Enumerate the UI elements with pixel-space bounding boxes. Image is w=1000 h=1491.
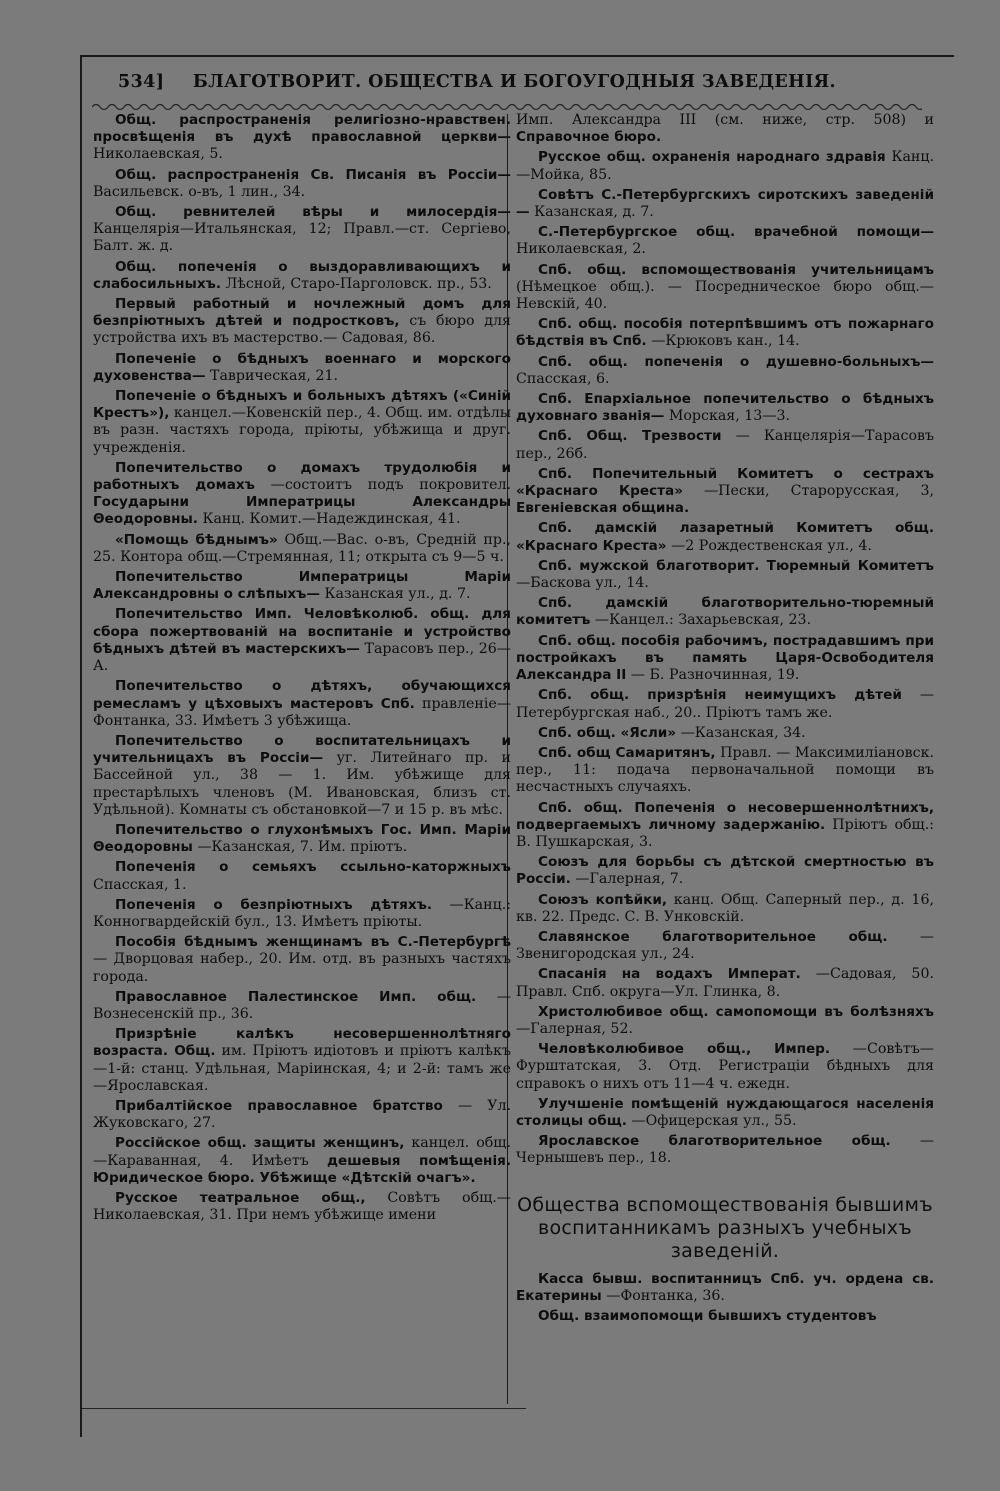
organization-name: Общ. распространенія Св. Писанія въ Россіи—	[115, 166, 511, 183]
section-entries	[516, 1271, 934, 1326]
organization-name: Спб. Епархіальное попечительство о бѣдныхъ духовнаго званія—	[516, 391, 934, 425]
entry-address: Имп. Александра III (см. ниже, стр. 508) и	[516, 112, 934, 128]
directory-entry	[93, 1190, 511, 1224]
organization-name: Общ. ревнителей вѣры и милосердія—	[115, 204, 511, 221]
entry-bold-text: дешевыя помѣщенія. Юридическое бюро. Убѣжище «Дѣтскій очагъ».	[93, 1152, 511, 1186]
entry-bold-text: Государыни Императрицы Александры Θеодоровны.	[93, 494, 511, 528]
directory-entry	[93, 1135, 511, 1187]
directory-entry	[516, 520, 934, 554]
entry-address: —Крюковъ кан., 14.	[651, 333, 800, 350]
organization-name: Христолюбивое общ. самопомощи въ болѣзняхъ	[538, 1003, 934, 1020]
organization-name: Спб. общ. вспомоществованія учительницамъ	[538, 261, 934, 278]
entry-address: —Баскова ул., 14.	[516, 575, 649, 592]
entry-address: —Совѣтъ—Фурштатская, 3. Отд. Регистраціи бѣдныхъ для справокъ о нихъ отъ 11—4 ч. ежедн.	[516, 1041, 934, 1092]
entry-bold-text: Справочное бюро.	[516, 129, 662, 146]
directory-entry	[516, 1308, 934, 1325]
organization-name: Спб. общ. попеченія о душевно-больныхъ—	[538, 353, 934, 370]
directory-entry	[93, 569, 511, 603]
directory-entry	[93, 460, 511, 529]
entry-address: Казанская ул., д. 7.	[324, 586, 471, 603]
organization-name: Общ. попеченія о выздоравливающихъ и слабосильныхъ.	[93, 258, 511, 292]
directory-entry	[516, 187, 934, 221]
entry-address: —Чернышевъ пер., 18.	[516, 1133, 934, 1167]
organization-name: Союзъ копѣйки,	[538, 891, 668, 908]
directory-entry	[516, 1096, 934, 1130]
directory-entry	[516, 595, 934, 629]
organization-name: Попеченія о безпріютныхъ дѣтяхъ.	[115, 896, 433, 913]
directory-entry	[516, 892, 934, 926]
directory-entry	[516, 633, 934, 685]
directory-entry	[93, 606, 511, 675]
organization-name: Спб. общ. пособія рабочимъ, пострадавшимъ при постройкахъ въ память Царя-Освободителя Александра II	[516, 632, 934, 684]
entry-address: уг. Литейнаго пр. и Бассейной ул., 38 — 1. Им. убѣжище для престарѣлыхъ членовъ (М. Ивановская, близъ ст. Удѣльной). Комнаты съ обстановкой—7 и 15 р. въ мѣс.	[93, 750, 511, 818]
organization-name: Касса бывш. воспитанницъ Спб. уч. ордена св. Екатерины	[516, 1270, 934, 1304]
entry-address: Спасская, 1.	[93, 876, 187, 893]
entry-address: им. Пріютъ идіотовъ и пріютъ калѣкъ—1-й: станц. Удѣльная, Маріинская, 4; и 2-й: тамъ же—Ярославская.	[93, 1043, 511, 1094]
directory-entry	[516, 112, 934, 146]
organization-name: Спб. Попечительный Комитетъ о сестрахъ «Краснаго Креста»	[516, 465, 934, 500]
organization-name: Попеченіе о бѣдныхъ военнаго и морского духовенства—	[93, 350, 511, 384]
entry-address: Николаевская, 5.	[93, 146, 223, 163]
entry-address: — Петербургская наб., 20.. Пріютъ тамъ же.	[516, 687, 934, 721]
directory-entry	[516, 428, 934, 462]
organization-name: Спб. общ Самаритянъ,	[538, 744, 716, 761]
entry-address: Канц.—Мойка, 85.	[516, 149, 934, 183]
entry-address: Васильевск. о-въ, 1 лин., 34.	[93, 183, 306, 200]
organization-name: Спб. Общ. Трезвости	[538, 428, 722, 445]
entry-address: Правл. — Максимиліановск. пер., 11: подача первоначальной помощи въ несчастныхъ случаяхъ.	[516, 744, 934, 796]
directory-entry	[93, 532, 511, 566]
organization-name: Спб. общ. пособія потерпѣвшимъ отъ пожарнаго бѣдствія въ Спб.	[516, 316, 934, 350]
directory-entry	[516, 687, 934, 721]
page-title: БЛАГОТВОРИТ. ОБЩЕСТВА И БОГОУГОДНЫЯ ЗАВЕДЕНІЯ.	[192, 72, 837, 92]
entry-address: —Фонтанка, 36.	[606, 1287, 725, 1304]
entry-address: канцел.—Ковенскій пер., 4. Общ. им. отдѣлы въ разн. частяхъ города, пріюты, убѣжища и друг. учрежденія.	[93, 405, 511, 456]
entry-address: —Канц.: Конногвардейскій бул., 13. Имѣетъ пріюты.	[93, 896, 511, 930]
organization-name: Улучшеніе помѣщеній нуждающагося населенія столицы общ.	[516, 1095, 934, 1129]
entry-address: канц. Общ. Саперный пер., д. 16, кв. 22. Предс. С. В. Унковскій.	[516, 891, 934, 925]
organization-name: Попечительство о дѣтяхъ, обучающихся ремесламъ у цѣховыхъ мастеровъ Спб.	[93, 678, 511, 712]
organization-name: Прибалтійское православное братство	[115, 1097, 443, 1114]
directory-entry	[93, 259, 511, 293]
directory-entry	[516, 966, 934, 1000]
directory-entry	[516, 466, 934, 518]
entry-address: Спасская, 6.	[516, 370, 610, 387]
entry-address: правленіе—Фонтанка, 33. Имѣетъ 3 убѣжища.	[93, 695, 511, 729]
organization-name: Русское общ. охраненія народнаго здравія	[538, 149, 886, 166]
directory-entry	[516, 149, 934, 183]
directory-entry	[93, 989, 511, 1023]
entry-address: канцел. общ. —Караванная, 4. Имѣетъ	[93, 1135, 511, 1169]
entry-address: Тарасовъ пер., 26—А.	[93, 640, 511, 675]
organization-name: Попечительство о домахъ трудолюбія и работныхъ домахъ	[93, 459, 511, 494]
directory-entry	[516, 262, 934, 314]
directory-entry	[516, 1004, 934, 1038]
organization-name: Первый работный и ночлежный домъ для безпріютныхъ дѣтей и подростковъ,	[93, 296, 511, 330]
organization-name: Спб. дамскій благотворительно-тюремный комитетъ	[516, 595, 934, 629]
directory-entry	[516, 1271, 934, 1305]
directory-entry	[516, 1041, 934, 1093]
organization-name: Общ. распространенія религіозно-нравствен. просвѣщенія въ духѣ православной церкви—	[93, 112, 511, 146]
left-column	[93, 112, 511, 1227]
directory-entry	[93, 296, 511, 348]
directory-entry	[93, 897, 511, 931]
directory-entry	[516, 391, 934, 425]
organization-name: Россійское общ. защиты женщинъ,	[115, 1135, 405, 1152]
directory-entry	[516, 316, 934, 350]
directory-entry	[93, 204, 511, 256]
bottom-rule	[82, 1408, 526, 1409]
entry-address: Канцелярія—Итальянская, 12; Правл.—ст. Сергіево, Балт. ж. д.	[93, 221, 511, 255]
entry-address: —состоитъ подъ покровител.	[270, 477, 512, 494]
organization-name: Попечительство Императрицы Маріи Александровны о слѣпыхъ—	[93, 569, 511, 603]
entry-address: —Галерная, 52.	[516, 1020, 633, 1037]
entry-address: съ бюро для устройства ихъ въ мастерство.— Садовая, 86.	[93, 313, 511, 347]
directory-entry	[93, 1026, 511, 1095]
directory-entry	[93, 934, 511, 986]
organization-name: Попечительство о воспитательницахъ и учительницахъ въ Россіи—	[93, 732, 511, 767]
entry-address: Общ.—Вас. о-въ, Средній пр., 25. Контора общ.—Стремянная, 11; открыта съ 9—5 ч.	[93, 531, 511, 565]
organization-name: Славянское благотворительное общ.	[538, 928, 888, 945]
entry-address: Совѣтъ общ.— Николаевская, 31. При немъ убѣжище имени	[93, 1189, 511, 1224]
directory-entry	[93, 859, 511, 893]
entry-address: Таврическая, 21.	[209, 367, 339, 384]
directory-entry	[93, 733, 511, 819]
right-column	[516, 112, 934, 1328]
directory-entry	[516, 725, 934, 742]
page-number: 534]	[118, 72, 165, 92]
entry-address: (Нѣмецкое общ.). — Посредническое бюро общ.—Невскій, 40.	[516, 278, 934, 313]
directory-entry	[516, 558, 934, 592]
organization-name: Спб. общ. Попеченія о несовершеннолѣтнихъ, подвергаемыхъ личному задержанію.	[516, 799, 934, 833]
entry-address: —Вознесенскій пр., 36.	[93, 988, 511, 1022]
organization-name: Попеченіе о бѣдныхъ и больныхъ дѣтяхъ («Синій Крестъ»),	[93, 388, 511, 422]
organization-name: Попеченія о семьяхъ ссыльно-каторжныхъ	[115, 859, 511, 876]
organization-name: Спасанія на водахъ Императ.	[538, 966, 801, 983]
entry-address: —Галерная, 7.	[575, 871, 684, 888]
directory-entry	[516, 800, 934, 852]
organization-name: Спб. мужской благотворит. Тюремный Комитетъ	[538, 557, 934, 574]
organization-name: Русское театральное общ.,	[115, 1189, 366, 1206]
entry-address: —Садовая, 50. Правл. Спб. округа—Ул. Глинка, 8.	[516, 966, 934, 1000]
organization-name: Общ. взаимопомощи бывшихъ студентовъ	[538, 1307, 877, 1324]
directory-entry	[516, 354, 934, 388]
entry-address-tail: Канц. Комит.—Надеждинская, 41.	[202, 511, 461, 528]
directory-entry	[93, 678, 511, 730]
directory-entry	[516, 1133, 934, 1167]
entry-address: —Казанская, 7. Им. пріютъ.	[197, 839, 408, 856]
directory-entry	[516, 929, 934, 963]
entry-address: — Дворцовая набер., 20. Им. отд. въ разныхъ частяхъ города.	[93, 951, 511, 985]
right-column-entries	[516, 112, 934, 1168]
organization-name: Попечительство Имп. Человѣколюб. общ. для сбора пожертвованій на воспитаніе и устройство бѣдныхъ дѣтей въ мастерскихъ—	[93, 606, 511, 657]
entry-address: — Канцелярія—Тарасовъ пер., 26б.	[516, 428, 934, 462]
entry-address: —Звенигородская ул., 24.	[516, 928, 934, 963]
organization-name: Спб. дамскій лазаретный Комитетъ общ. «Краснаго Креста»	[516, 520, 934, 554]
directory-entry	[516, 854, 934, 888]
organization-name: «Помощь бѣднымъ»	[115, 531, 278, 548]
entry-address: —Офицерская ул., 55.	[631, 1112, 797, 1129]
entry-address: —Канцел.: Захарьевская, 23.	[594, 612, 812, 629]
directory-entry	[93, 822, 511, 856]
directory-entry	[93, 1098, 511, 1132]
directory-entry	[93, 351, 511, 385]
entry-address: —2 Рождественская ул., 4.	[671, 537, 872, 554]
entry-address: — Б. Разночинная, 19.	[630, 667, 800, 684]
directory-entry	[516, 745, 934, 797]
entry-address: Николаевская, 2.	[516, 241, 646, 258]
entry-address: Пріютъ общ.: В. Пушкарская, 3.	[516, 816, 935, 850]
organization-name: Пособія бѣднымъ женщинамъ въ С.-Петербургѣ	[115, 934, 511, 951]
directory-entry	[93, 112, 511, 164]
organization-name: Призрѣніе калѣкъ несовершеннолѣтняго возраста. Общ.	[93, 1026, 511, 1060]
entry-address: — Ул. Жуковскаго, 27.	[93, 1097, 511, 1132]
organization-name: Попечительство о глухонѣмыхъ Гос. Имп. Маріи Θеодоровны	[93, 821, 511, 856]
entry-address: —Пески, Старорусская, 3,	[703, 483, 934, 500]
organization-name: Православное Палестинское Имп. общ.	[115, 988, 477, 1005]
organization-name: Человѣколюбивое общ., Импер.	[538, 1041, 831, 1058]
section-title: Общества вспомоществованія бывшимъ воспитанникамъ разныхъ учебныхъ заведеній.	[517, 1193, 933, 1262]
organization-name: Спб. общ. призрѣнія неимущихъ дѣтей	[538, 687, 902, 704]
entry-address: —Казанская, 34.	[680, 724, 806, 741]
organization-name: Союзъ для борьбы съ дѣтской смертностью въ Россіи.	[516, 854, 934, 888]
organization-name: С.-Петербургское общ. врачебной помощи—	[538, 224, 934, 241]
directory-entry	[93, 388, 511, 457]
organization-name: Спб. общ. «Ясли»	[538, 724, 677, 741]
entry-bold-text: Евгеніевская община.	[516, 500, 690, 517]
entry-address: Морская, 13—3.	[668, 408, 791, 425]
organization-name: Ярославское благотворительное общ.	[538, 1133, 891, 1150]
entry-address: Лѣсной, Старо-Парголовск. пр., 53.	[225, 275, 492, 292]
organization-name: Совѣтъ С.-Петербургскихъ сиротскихъ заведеній—	[516, 186, 934, 221]
directory-entry	[516, 224, 934, 258]
entry-address: Казанская, д. 7.	[534, 204, 654, 221]
directory-entry	[93, 167, 511, 201]
